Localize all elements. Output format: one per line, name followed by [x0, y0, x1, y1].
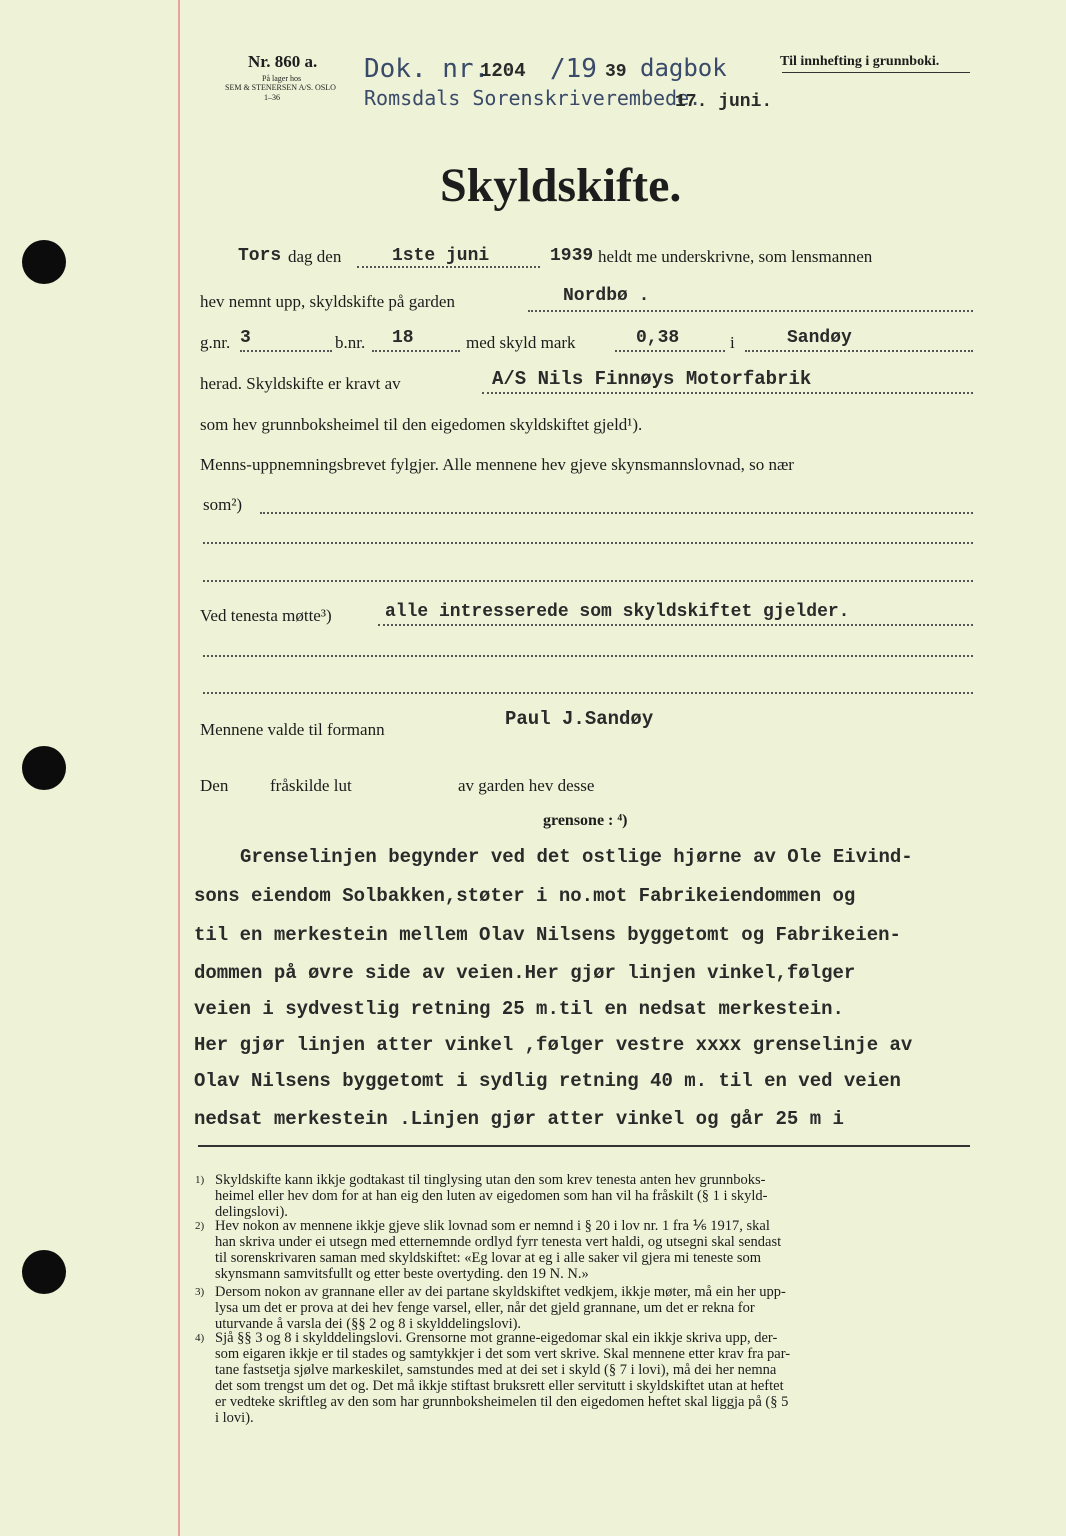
gnr-value: 3	[240, 328, 251, 348]
footnote-line: lysa um det er prova at dei hev fenge varsel, eller, når det gjeld grannane, um det er rekna for	[215, 1300, 755, 1316]
boundary-line: Her gjør linjen atter vinkel ,følger vestre xxxx grenselinje av	[194, 1034, 913, 1056]
chairman-label: Mennene valde til formann	[200, 720, 385, 739]
skyld-value: 0,38	[636, 328, 680, 348]
footnote-line: som eigaren ikkje er til stades og samtykkjer i det som vert skrive. Skal mennene etter krav fra par-	[215, 1346, 791, 1362]
stamp-date: 17. juni.	[675, 92, 773, 112]
bnr-label: b.nr.	[335, 333, 366, 352]
year-suffix: 39	[605, 62, 627, 82]
den-label: Den	[200, 776, 229, 795]
form-number: Nr. 860 a.	[248, 52, 318, 71]
footnote-line: heimel eller hev dom for at han eig den luten av eigedomen som han vil ha fråskilt (§ 1 i skyld-	[215, 1188, 768, 1204]
footnote-line: Skyldskifte kann ikkje godtakast til tinglysing utan den som krev tenesta anten hev grunnboks-	[215, 1172, 766, 1188]
stamp-dagbok: dagbok	[640, 54, 727, 82]
skyld-field-line	[615, 350, 725, 352]
date-typed: 1ste juni	[392, 246, 490, 266]
present-label: Ved tenesta møtte³)	[200, 606, 332, 625]
footnote	[195, 1284, 975, 1332]
claimant-field-line	[482, 392, 973, 394]
publisher-line: 1–36	[264, 93, 280, 102]
bnr-value: 18	[392, 328, 414, 348]
gnr-field-line	[240, 350, 332, 352]
boundary-line: veien i sydvestlig retning 25 m.til en nedsat merkestein.	[194, 998, 844, 1020]
form-text: som hev grunnboksheimel til den eigedomen skyldskiftet gjeld¹).	[200, 415, 643, 434]
herad-text: herad. Skyldskifte er kravt av	[200, 374, 401, 393]
boundary-line: til en merkestein mellem Olav Nilsens byggetomt og Fabrikeien-	[194, 924, 901, 946]
form-text: hev nemnt upp, skyldskifte på garden	[200, 292, 455, 311]
chairman-value: Paul J.Sandøy	[505, 708, 654, 730]
footnote	[195, 1218, 975, 1282]
footnote-line: Dersom nokon av grannane eller av dei partane skyldskiftet vedkjem, ikkje møter, må ein her upp-	[215, 1284, 786, 1300]
garden-label: av garden hev desse	[458, 776, 595, 795]
footnote-separator	[198, 1145, 970, 1147]
bnr-field-line	[372, 350, 460, 352]
stamp-dok: Dok. nr.	[364, 54, 490, 84]
footnote	[195, 1172, 975, 1220]
present-field-line	[378, 624, 973, 626]
footnote-number: 3)	[195, 1286, 205, 1298]
grensone-label: grensone : ⁴)	[543, 812, 628, 829]
blank-field-line	[203, 692, 973, 694]
boundary-line: dommen på øvre side av veien.Her gjør linjen vinkel,følger	[194, 962, 856, 984]
year-prefix: /19	[550, 54, 597, 84]
boundary-line: nedsat merkestein .Linjen gjør atter vinkel og går 25 m i	[194, 1108, 844, 1130]
gnr-label: g.nr.	[200, 333, 231, 352]
claimant: A/S Nils Finnøys Motorfabrik	[492, 368, 812, 390]
weekday-label: dag den	[288, 247, 342, 266]
stamp-office: Romsdals Sorenskriverembede.	[364, 86, 702, 110]
filing-note: Til innhefting i grunnboki.	[780, 54, 940, 69]
boundary-line: sons eiendom Solbakken,støter i no.mot Fabrikeiendommen og	[194, 885, 856, 907]
i-label: i	[730, 333, 735, 352]
boundary-line: Grenselinjen begynder ved det ostlige hjørne av Ole Eivind-	[240, 846, 913, 868]
punch-hole	[22, 240, 66, 284]
blank-field-line	[260, 512, 973, 514]
footnote-number: 1)	[195, 1174, 205, 1186]
form-text: heldt me underskrivne, som lensmannen	[598, 247, 873, 266]
footnote-number: 4)	[195, 1332, 205, 1344]
punch-hole	[22, 746, 66, 790]
blank-field-line	[203, 655, 973, 657]
footnote-number: 2)	[195, 1220, 205, 1232]
footnote-line: i lovi).	[215, 1410, 254, 1426]
filing-note-underline	[782, 72, 970, 73]
farm-field-line	[528, 310, 973, 312]
boundary-line: Olav Nilsens byggetomt i sydlig retning 40 m. til en ved veien	[194, 1070, 901, 1092]
farm-name: Nordbø .	[563, 286, 650, 306]
blank-field-line	[203, 580, 973, 582]
blank-field-line	[203, 542, 973, 544]
punch-hole	[22, 1250, 66, 1294]
year-typed: 1939	[550, 246, 594, 266]
municipality: Sandøy	[787, 328, 852, 348]
footnote-line: delingslovi).	[215, 1204, 288, 1220]
weekday-typed: Tors	[238, 246, 282, 266]
date-field-line	[357, 266, 540, 268]
publisher-line: SEM & STENERSEN A/S. OSLO	[225, 83, 336, 92]
fraskilde-label: fråskilde lut	[270, 776, 352, 795]
margin-rule	[178, 0, 180, 1536]
footnote-line: skynsmann samvitsfullt og etter beste overtyding. den 19 N. N.»	[215, 1266, 589, 1282]
footnote-line: uturvande å varsla dei (§§ 2 og 8 i skylddelingslovi).	[215, 1316, 522, 1332]
page-title: Skyldskifte.	[440, 159, 682, 212]
footnote-line: tane fastsetja sjølve markeskilet, samstundes med at dei set i skyld (§ 7 i lovi), må dei her nemna	[215, 1362, 777, 1378]
footnote-line: Sjå §§ 3 og 8 i skylddelingslovi. Grensorne mot granne-eigedomar skal ein ikkje skriva upp, der-	[215, 1330, 778, 1346]
publisher-line: På lager hos	[262, 74, 302, 83]
footnote-line: er vedteke skriftleg av den som har grunnboksheimelen til den eigedomen heftet skal liggja på (§ 5	[215, 1394, 789, 1410]
present-value: alle intresserede som skyldskiftet gjelder.	[385, 602, 850, 622]
skyld-label: med skyld mark	[466, 333, 576, 352]
municipality-field-line	[745, 350, 973, 352]
footnote	[195, 1330, 975, 1426]
form-text: Menns-uppnemningsbrevet fylgjer. Alle mennene hev gjeve skynsmannslovnad, so nær	[200, 455, 794, 474]
dok-number: 1204	[480, 60, 526, 82]
footnote-line: Hev nokon av mennene ikkje gjeve slik lovnad som er nemnd i § 20 i lov nr. 1 fra ⅙ 1917, skal	[215, 1218, 770, 1234]
footnote-line: han skriva under ei utsegn med etternemnde ordlyd fyrr tenesta vert haldi, og utsegni skal sendast	[215, 1234, 782, 1250]
som-label: som²)	[203, 495, 243, 514]
footnote-line: det som trengst um det og. Det må ikkje stiftast bruksrett eller servitutt i skyldskiftet utan at heftet	[215, 1378, 784, 1394]
footnote-line: til sorenskrivaren saman med skyldskiftet: «Eg lovar at eg i alle saker vil gjera mi teneste som	[215, 1250, 762, 1266]
